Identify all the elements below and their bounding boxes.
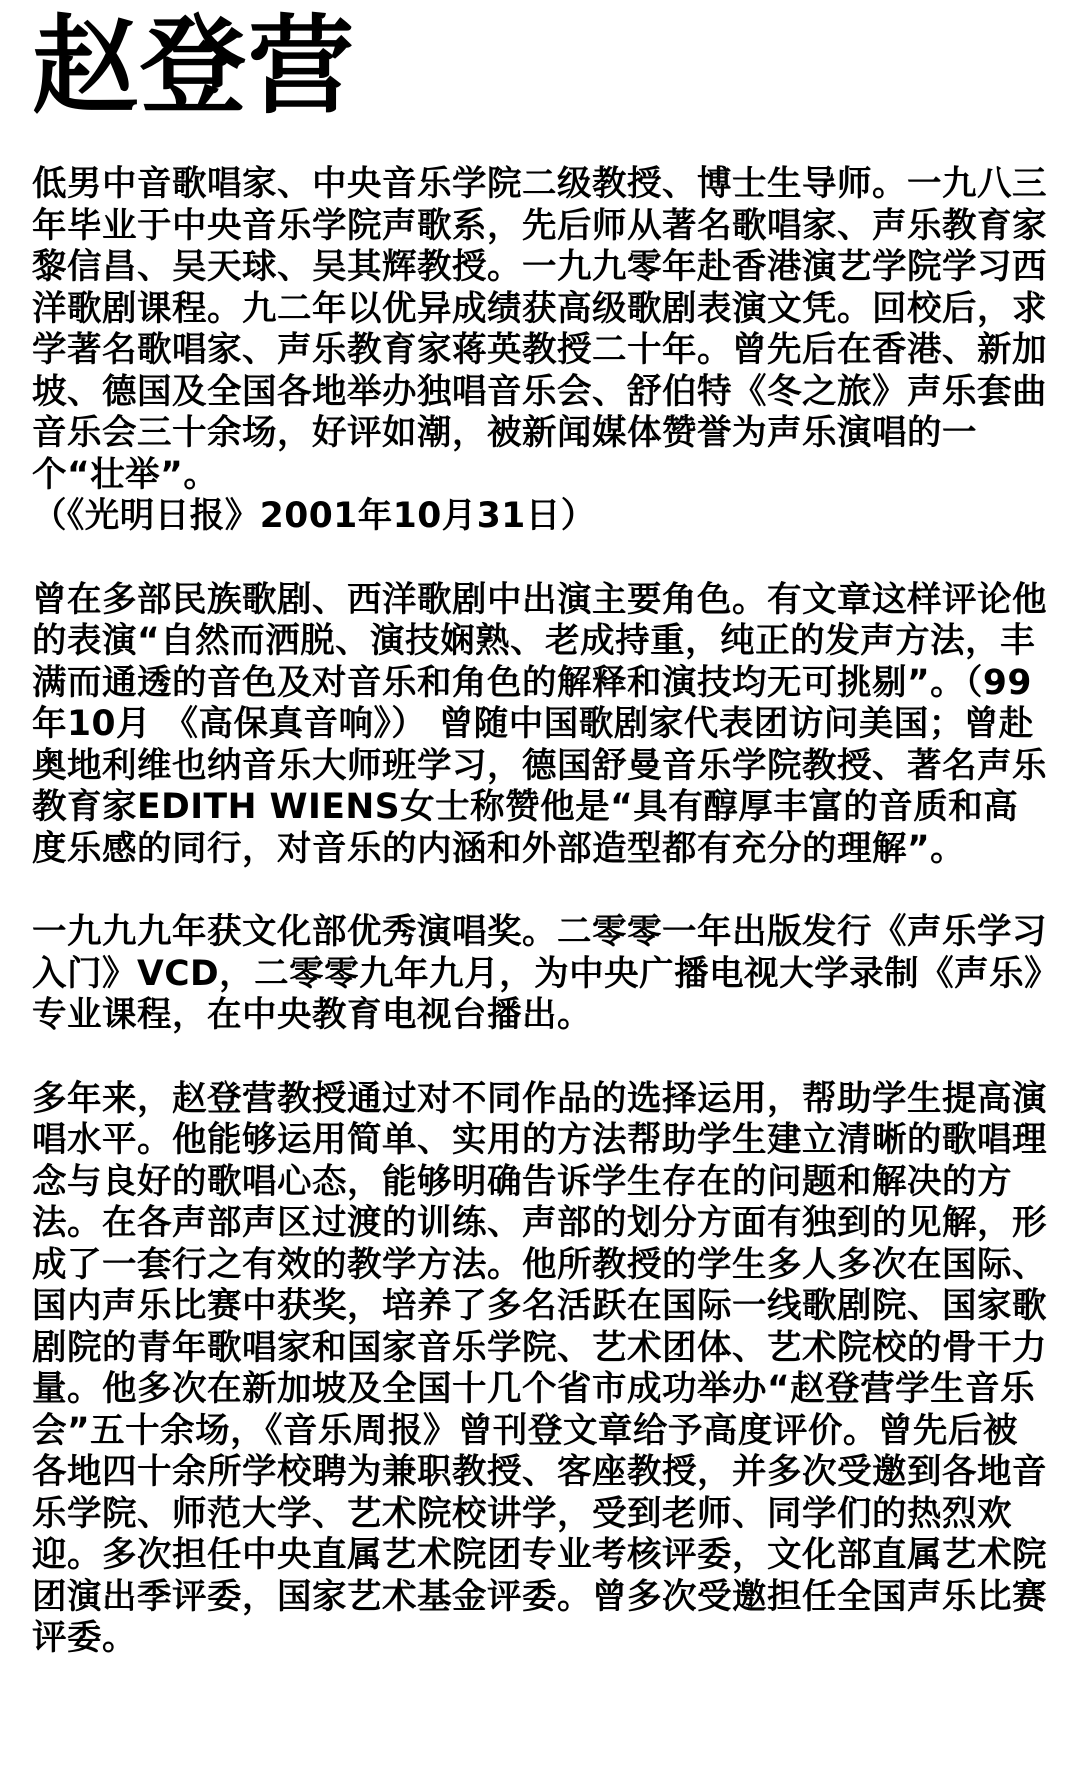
bio-paragraph-4: 多年来，赵登营教授通过对不同作品的选择运用，帮助学生提高演唱水平。他能够运用简单、实用的方法帮助学生建立清晰的歌唱理念与良好的歌唱心态，能够明确告诉学生存在的问题和解决的方法。在各声部声区过渡的训练、声部的划分方面有独到的见解，形成了一套行之有效的教学方法。他所教授的学生多人多次在国际、国内声乐比赛中获奖，培养了多名活跃在国际一线歌剧院、国家歌剧院的青年歌唱家和国家音乐学院、艺术团体、艺术院校的骨干力量。他多次在新加坡及全国十几个省市成功举办“赵登营学生音乐会”五十余场，《音乐周报》曾刊登文章给予高度评价。曾先后被各地四十余所学校聘为兼职教授、客座教授，并多次受邀到各地音乐学院、师范大学、艺术院校讲学，受到老师、同学们的热烈欢迎。多次担任中央直属艺术院团专业考核评委，文化部直属艺术院团演出季评委，国家艺术基金评委。曾多次受邀担任全国声乐比赛评委。 [32,1078,1047,1658]
bio-paragraph-1: 低男中音歌唱家、中央音乐学院二级教授、博士生导师。一九八三年毕业于中央音乐学院声歌系，先后师从著名歌唱家、声乐教育家黎信昌、吴天球、吴其辉教授。一九九零年赴香港演艺学院学习西洋歌剧课程。九二年以优异成绩获高级歌剧表演文凭。回校后，求学著名歌唱家、声乐教育家蒋英教授二十年。曾先后在香港、新加坡、德国及全国各地举办独唱音乐会、舒伯特《冬之旅》声乐套曲音乐会三十余场，好评如潮，被新闻媒体赞誉为声乐演唱的一个“壮举”。 （《光明日报》2001年10月31日） [32,164,1047,536]
bio-paragraph-2: 曾在多部民族歌剧、西洋歌剧中出演主要角色。有文章这样评论他的表演“自然而洒脱、演技娴熟、老成持重，纯正的发声方法，丰满而通透的音色及对音乐和角色的解释和演技均无可挑剔”。（99年10月 《高保真音响》） 曾随中国歌剧家代表团访问美国；曾赴奥地利维也纳音乐大师班学习，德国舒曼音乐学院教授、著名声乐教育家EDITH WIENS女士称赞他是“具有醇厚丰富的音质和高度乐感的同行，对音乐的内涵和外部造型都有充分的理解”。 [32,579,1047,869]
page-title: 赵登营 [32,5,356,128]
document-page [32,0,1052,1660]
bio-paragraph-3: 一九九九年获文化部优秀演唱奖。二零零一年出版发行《声乐学习入门》VCD，二零零九年九月，为中央广播电视大学录制《声乐》专业课程，在中央教育电视台播出。 [32,912,1047,1035]
biography-body [32,164,1052,1660]
